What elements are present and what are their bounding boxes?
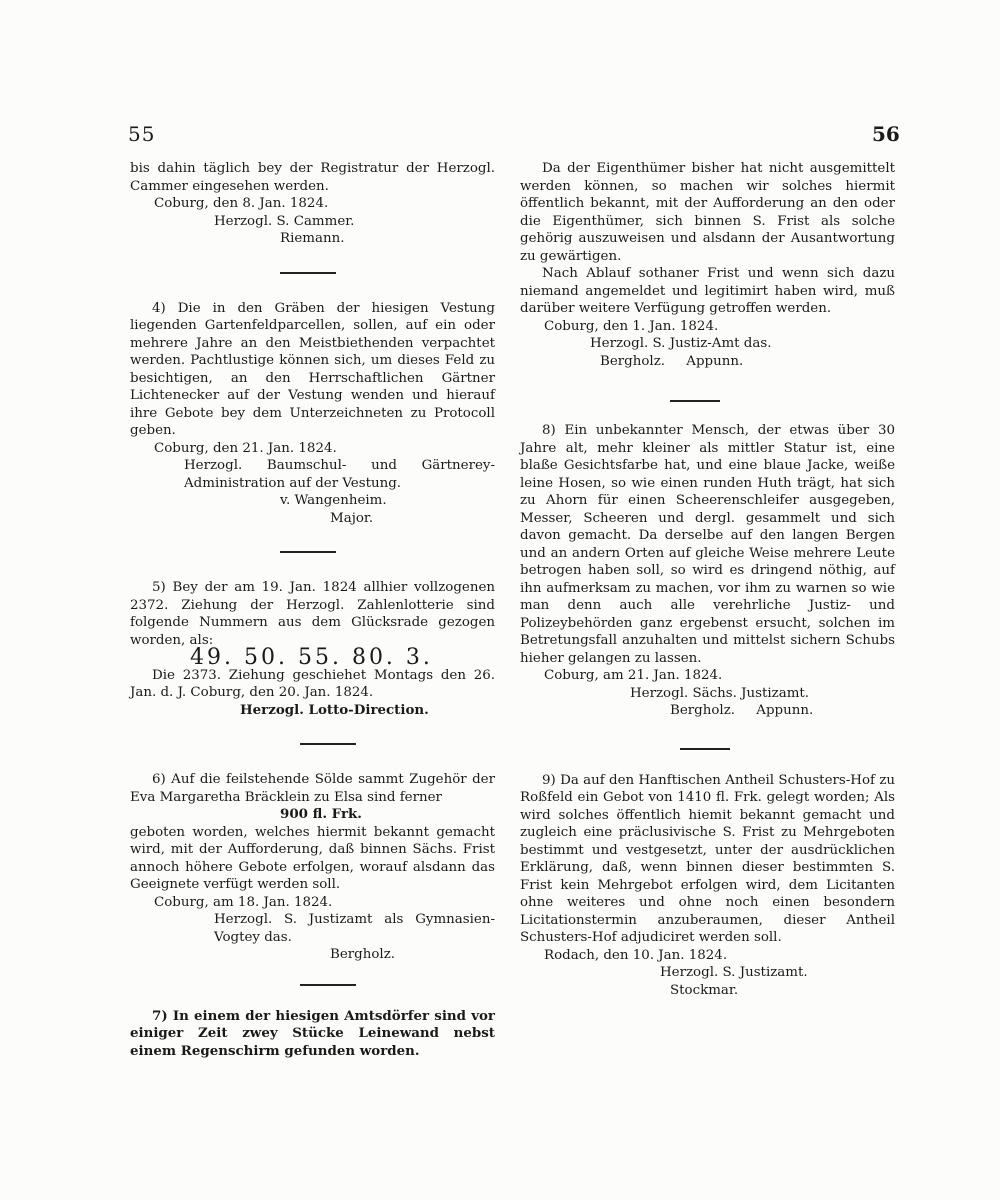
notice-signatories: Bergholz. Appunn. (600, 353, 744, 369)
notice-text-2: Nach Ablauf sothaner Frist und wenn sich dazu niemand angemeldet und legitimirt haben wird, muß darüber weitere Verfügung getroffen werden. (520, 266, 895, 316)
notice-continuation (130, 160, 495, 248)
bid-amount: 900 fl. Frk. (280, 806, 362, 822)
page-number-right: 56 (872, 122, 900, 146)
left-column (130, 160, 495, 1060)
notice-text: 5) Bey der am 19. Jan. 1824 allhier vollzogenen 2372. Ziehung der Herzogl. Zahlenlotterie sind folgende Nummern aus dem Glücksrade gezogen worden, als: (130, 580, 495, 648)
notice-title: Major. (330, 510, 374, 526)
notice-date: Rodach, den 10. Jan. 1824. (544, 947, 728, 963)
page-number-left: 55 (128, 122, 156, 146)
notice-8 (520, 422, 895, 720)
notice-date: Coburg, den 1. Jan. 1824. (544, 318, 719, 334)
notice-signatory: Stockmar. (670, 982, 739, 998)
notice-4 (130, 300, 495, 528)
notice-authority: Herzogl. S. Justiz-Amt das. (590, 336, 772, 351)
notice-9 (520, 772, 895, 1000)
notice-date: Coburg, am 18. Jan. 1824. (154, 894, 333, 910)
lottery-numbers: 49. 50. 55. 80. 3. (190, 645, 433, 670)
section-divider (130, 248, 495, 300)
notice-text: 8) Ein unbekannter Mensch, der etwas über 30 Jahre alt, mehr kleiner als mittler Statur ist, eine blaße Gesichtsfarbe hat, und eine blaue Jacke, weiße leine Hosen, so wie einen runden Huth trägt, hat sich zu Ahorn für einen Scheerenschleifer ausgegeben, Messer, Scheeren und dergl. gesammelt und sich davon gemacht. Da derselbe auf den langen Bergen und an andern Orten auf gleiche Weise mehrere Leute betrogen haben soll, so wird es dringend nöthig, auf ihn aufmerksam zu machen, vor ihm zu warnen so wie man denn auch alle verehrliche Justiz- und Polizeybehörden ganz ergebenst ersucht, solchen im Betretungsfall anzuhalten und mittelst sichern Schubs hieher gelangen zu lassen. (520, 423, 895, 666)
notice-authority: Herzogl. S. Justizamt. (660, 965, 808, 980)
notice-text-2: Die 2373. Ziehung geschiehet Montags den 26. Jan. d. J. Coburg, den 20. Jan. 1824. (130, 667, 495, 700)
notice-7 (130, 1008, 495, 1061)
notice-authority: Herzogl. Lotto-Direction. (240, 701, 429, 718)
notice-5 (130, 579, 495, 719)
notice-text: 6) Auf die feilstehende Sölde sammt Zugehör der Eva Margaretha Bräcklein zu Elsa sind ferner (130, 772, 495, 805)
notice-date: Coburg, den 8. Jan. 1824. (154, 196, 329, 211)
notice-signatory: Bergholz. (330, 947, 396, 962)
notice-signatories: Bergholz. Appunn. (670, 703, 814, 718)
section-divider (130, 964, 495, 1008)
notice-text: bis dahin täglich bey der Registratur der Herzogl. Cammer eingesehen werden. (130, 161, 495, 194)
notice-date: Coburg, den 21. Jan. 1824. (154, 440, 337, 456)
notice-authority: Herzogl. S. Cammer. (214, 213, 355, 229)
notice-signatory: v. Wangenheim. (280, 493, 387, 508)
section-divider (130, 527, 495, 579)
section-divider (520, 720, 895, 772)
notice-authority: Herzogl. Sächs. Justizamt. (630, 685, 810, 701)
notice-text-2: geboten worden, welches hiermit bekannt gemacht wird, mit der Aufforderung, daß binnen Sächs. Frist annoch höhere Gebote erfolgen, worauf alsdann das Geeignete verfügt werden soll. (130, 824, 495, 892)
notice-text: Da der Eigenthümer bisher hat nicht ausgemittelt werden können, so machen wir solches hiermit öffentlich bekannt, mit der Aufforderung an den oder die Eigenthümer, sich binnen S. Frist als solche gehörig auszuweisen und alsdann der Ausantwortung zu gewärtigen. (520, 161, 895, 264)
notice-date: Coburg, am 21. Jan. 1824. (544, 668, 723, 683)
notice-authority: Herzogl. Baumschul- und Gärtnerey-Administration auf der Vestung. (184, 458, 495, 491)
notice-text: 4) Die in den Gräben der hiesigen Vestung liegenden Gartenfeldparcellen, sollen, auf ein oder mehrere Jahre an den Meistbiethenden verpachtet werden. Pachtlustige können sich, um dieses Feld zu besichtigen, an den Herrschaftlichen Gärtner Lichtenecker auf der Vestung wenden und hierauf ihre Gebote bey dem Unterzeichneten zu Protocoll geben. (130, 300, 495, 438)
notice-text: 9) Da auf den Hanftischen Antheil Schusters-Hof zu Roßfeld ein Gebot von 1410 fl. Frk. gelegt worden; Als wird solches öffentlich hiemit bekannt gemacht und zugleich eine präclusivische S. Frist zu Mehrgeboten bestimmt und vestgesetzt, unter der ausdrücklichen Erklärung, daß, wenn binnen dieser bestimmten S. Frist kein Mehrgebot erfolgen wird, dem Licitanten ohne weiteres und ohne noch einen besondern Licitationstermin anzuberaumen, dieser Antheil Schusters-Hof adjudiciret werden soll. (520, 772, 895, 945)
right-column (520, 160, 895, 999)
notice-6 (130, 771, 495, 964)
notice-7-continuation (520, 160, 895, 370)
section-divider (130, 719, 495, 771)
notice-signatory: Riemann. (280, 231, 345, 246)
section-divider (520, 370, 895, 422)
notice-authority: Herzogl. S. Justizamt als Gymnasien-Vogtey das. (214, 912, 495, 945)
notice-text: 7) In einem der hiesigen Amtsdörfer sind vor einiger Zeit zwey Stücke Leinewand nebst einem Regenschirm gefunden worden. (130, 1007, 495, 1059)
